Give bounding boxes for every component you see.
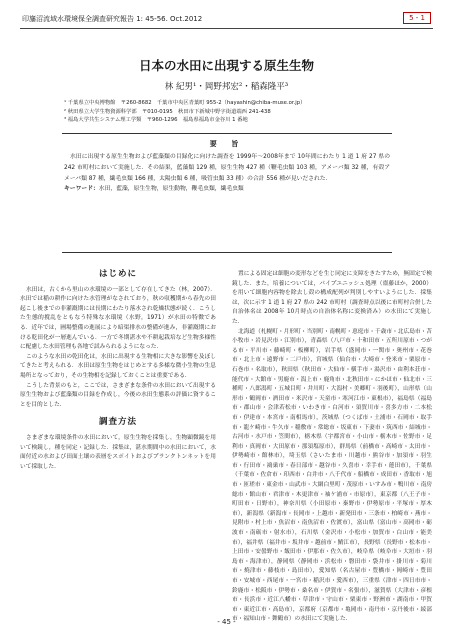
keywords-list: 水田，藍藻，原生生物，原生動物，鞭毛虫類，繊毛虫類 bbox=[98, 186, 244, 193]
intro-paragraph: 水田は，古くから里山の水環境の一部として存在してきた（林，2007）．水田では稲の耕作に向けた水管理がなされており，秋の収穫期から春先の田起こし後までの非灌漑期には長期にわたり落水され乾燥状態が続く．こうした生態的撹乱をともなう特殊な水環境（水野，1971）が水田の特徴である．近年では，圃場整備の進展により暗渠排水の整備が進み，非灌漑期における乾田化が一層進んでいる．一方で冬期湛水や不耕起栽培など生物多様性に配慮した水田管理も各地で試みられるようになった． bbox=[20, 286, 216, 351]
methods-heading: 調査方法 bbox=[98, 417, 137, 428]
running-head: 印旛沼流域水環境保全調査研究報告 1: 45-56. Oct.2012 bbox=[22, 15, 203, 23]
author-list: 林 紀男¹・岡野邦宏²・稲森隆平³ bbox=[164, 82, 289, 92]
keywords bbox=[64, 184, 390, 195]
abstract-paragraph: 水田に出現する原生生物および藍藻類の目録化に向けた調査を 1999年〜2008年まで 10年間にわたり 1 道 1 府 27 県の 242 市町村において実施した．その結果，藍藻類 129 種，原生生物 427 種（鞭毛虫類 103 種，アメーバ類 32 種，有殻アメーバ類 87 種，繊毛虫類 166 種，太陽虫類 6 種，吸管虫類 33 種）の合計 556 種が見いだされた． bbox=[64, 154, 390, 182]
affiliation-1: ¹ 千葉県立中央博物館 〒260-8682 千葉市中央区青葉町 955-2（hayashin@chiba-muse.or.jp） bbox=[64, 100, 306, 106]
body-paragraph: 北海道（札幌町・月形町・当別町・南幌町・恵庭市・千歳市・北広島市・苫小牧市・岩見沢市・江別市），青森県（八戸市・十和田市・五所川原市・つがる市・平川市・藤崎町・板柳町），岩手県（盛岡市・一関市・奥州市・花巻市・北上市・遠野市・二戸市），宮城県（仙台市・大崎市・登米市・栗原市・石巻市・名取市），秋田県（秋田市・大仙市・横手市・湯沢市・由利本荘市・能代市・大館市・男鹿市・潟上市・鹿角市・北秋田市・にかほ市・仙北市・三種町・八郎潟町・五城目町・井川町・大潟村・美郷町・羽後町），山形県（山形市・鶴岡市・酒田市・米沢市・天童市・寒河江市・東根市），福島県（福島市・郡山市・会津若松市・いわき市・白河市・須賀川市・喜多方市・二本松市・伊達市・本宮市・南相馬市），茨城県（つくば市・土浦市・石岡市・取手市・龍ケ崎市・牛久市・稲敷市・常総市・坂東市・下妻市・筑西市・結城市・古河市・水戸市・笠間市），栃木県（宇都宮市・小山市・栃木市・佐野市・足利市・真岡市・大田原市・那須塩原市），群馬県（前橋市・高崎市・太田市・伊勢崎市・館林市），埼玉県（さいたま市・川越市・熊谷市・加須市・羽生市・行田市・鴻巣市・春日部市・越谷市・久喜市・幸手市・蓮田市），千葉県（千葉市・佐倉市・印西市・白井市・八千代市・船橋市・成田市・香取市・旭市・匝瑳市・東金市・山武市・大網白里町・茂原市・いすみ市・鴨川市・南房総市・館山市・君津市・木更津市・袖ケ浦市・市原市），東京都（八王子市・町田市・日野市），神奈川県（小田原市・秦野市・伊勢原市・平塚市・厚木市），新潟県（新潟市・長岡市・上越市・新発田市・三条市・柏崎市・燕市・見附市・村上市・魚沼市・南魚沼市・佐渡市），富山県（富山市・高岡市・砺波市・南砺市・射水市），石川県（金沢市・小松市・加賀市・白山市・能美市），福井県（福井市・坂井市・越前市・鯖江市），長野県（長野市・松本市・上田市・安曇野市・飯田市・伊那市・佐久市），岐阜県（岐阜市・大垣市・羽島市・海津市），静岡県（静岡市・浜松市・磐田市・袋井市・掛川市・菊川市・焼津市・藤枝市・島田市），愛知県（名古屋市・豊橋市・岡崎市・豊田市・安城市・西尾市・一宮市・稲沢市・愛西市），三重県（津市・四日市市・鈴鹿市・松阪市・伊勢市・桑名市・伊賀市・名張市），滋賀県（大津市・彦根市・長浜市・近江八幡市・草津市・守山市・栗東市・野洲市・湖南市・甲賀市・東近江市・高島市），京都府（京都市・亀岡市・南丹市・京丹後市・綾部市・福知山市・舞鶴市）の水田にて実施した． bbox=[232, 328, 432, 623]
paper-title: 日本の水田に出現する原生生物 bbox=[138, 58, 314, 73]
affiliation-3: ³ 福島大学共生システム理工学類 〒960-1296 福島県福島市金谷川 1 番地 bbox=[64, 117, 248, 124]
abstract-heading: 要 旨 bbox=[209, 140, 245, 148]
methods-paragraph: さまざまな環境条件の水田において，原生生物を採集し，生物顕微鏡を用いて検鏡し，種を同定・記録した．採集は，湛水期間中の水田において，水面付近の水および田面土壌の表層をスポイトおよびプランクトンネットを用いて採取した． bbox=[20, 434, 216, 470]
header-rule bbox=[20, 28, 433, 29]
right-column bbox=[232, 270, 432, 625]
page-number: - 45 - bbox=[217, 618, 236, 626]
keywords-label: キーワード： bbox=[64, 186, 99, 193]
intro-heading: はじめに bbox=[98, 269, 137, 279]
affiliations bbox=[64, 99, 305, 125]
body-paragraph: 置による固定は細胞の変形などを生じ同定に支障をきたすため，無固定で検鏡した．また，培養については，パイプユニッシュ処理（齋藤ほか，2000）を用いて細胞内容物を除去し殻の構成配列が判別しやすいようにした．採集は，次に示す 1 道 1 府 27 県の 242 市町村（調査時点以後に市町村合併した自治体名は 2008年 10月時点の自治体名称に変換済み）の水田にて実施した． bbox=[232, 271, 432, 325]
intro-paragraph: こうした背景のもと，ここでは，さまざまな条件の水田において出現する原生生物および藍藻類の目録を作成し，今後の水田生態系の評価に資することを目的とした． bbox=[20, 382, 216, 408]
intro-paragraph: このような水田の乾田化は，水田に出現する生物相に大きな影響を及ぼしてきたと考えられる．水田は原生生物をはじめとする多様な微小生物の生息場所となっており，その生物相を記録しておくことは重要である． bbox=[20, 353, 216, 379]
abstract-box bbox=[62, 133, 392, 253]
left-column bbox=[20, 270, 216, 472]
abstract-body bbox=[64, 152, 390, 184]
page-tag: 5 - 1 bbox=[403, 12, 431, 24]
affiliation-2: ² 秋田県立大学生物資源科学部 〒010-0195 秋田市下新城中野字街道端西 241-438 bbox=[64, 108, 271, 115]
